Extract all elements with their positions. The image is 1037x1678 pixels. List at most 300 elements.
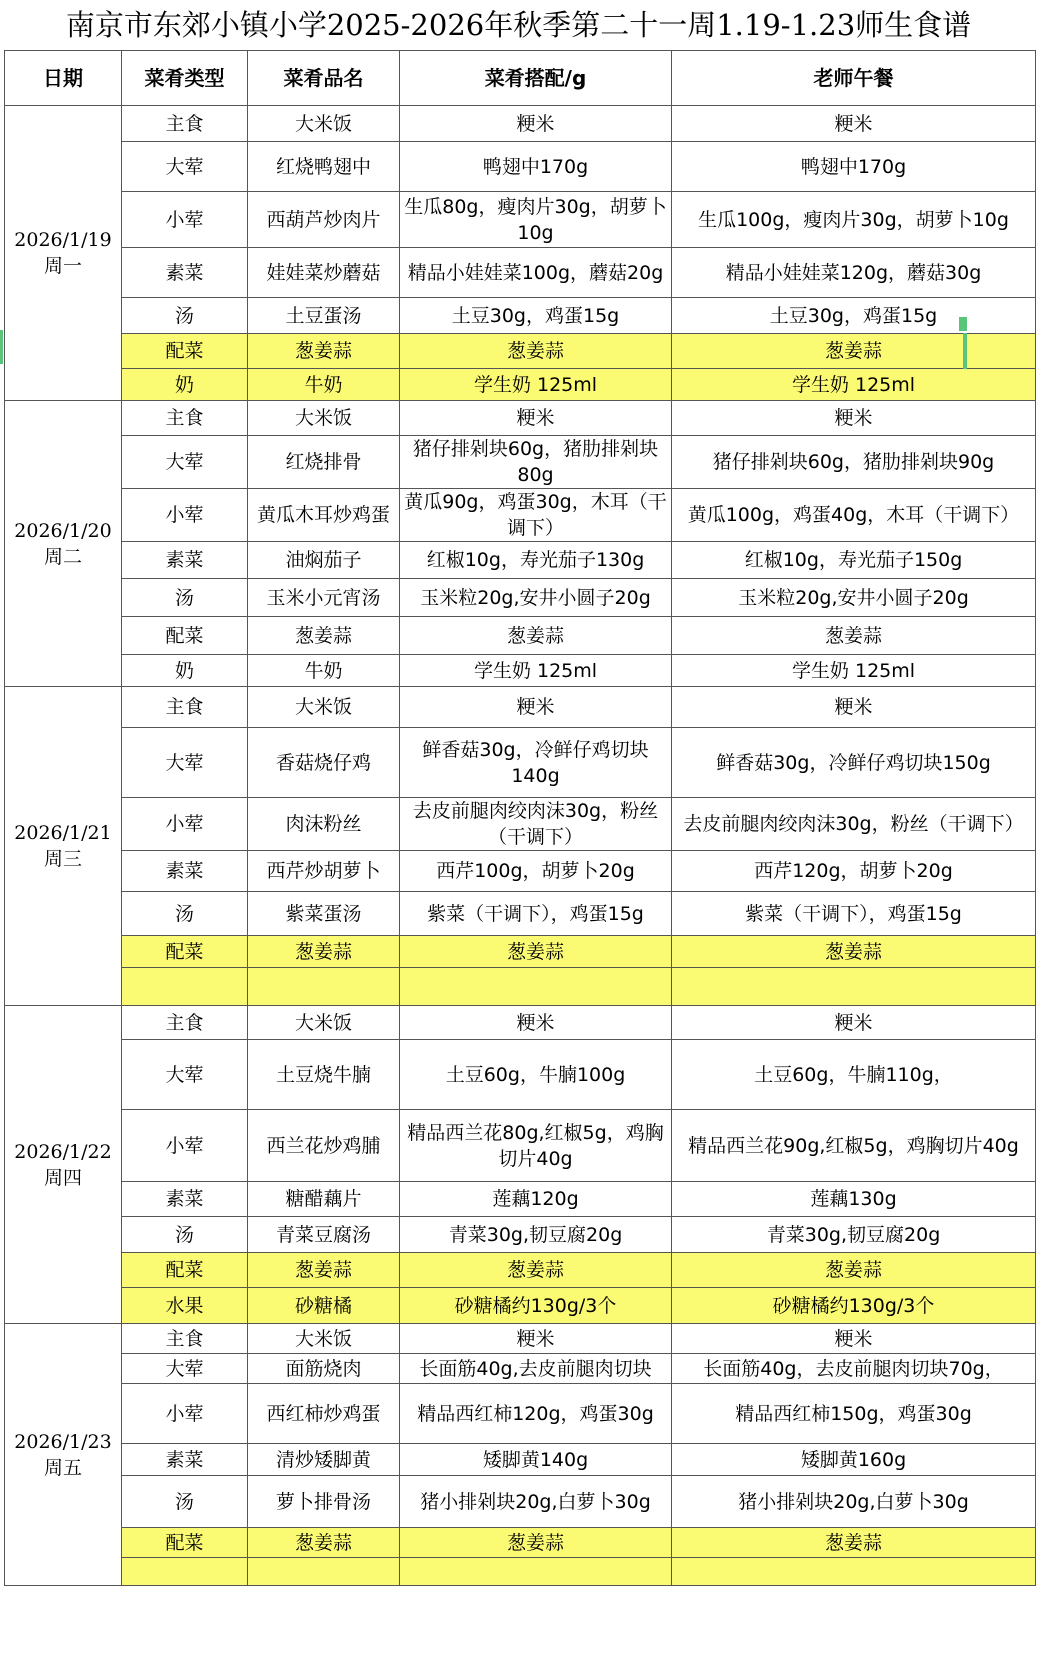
student-portion-text: 鸭翅中170g: [482, 155, 589, 178]
dish-type-text: 小荤: [165, 1134, 204, 1157]
dish-name-text: 清炒矮脚黄: [275, 1448, 371, 1471]
teacher-lunch-cell: [672, 1040, 1036, 1110]
dish-type-text: 小荤: [165, 504, 204, 526]
dish-type-cell: [122, 936, 248, 968]
date-cell: 2026/1/19 周一: [5, 106, 122, 401]
teacher-lunch-text: 青菜30g,韧豆腐20g: [766, 1223, 941, 1246]
student-portion-text: 黄瓜90g，鸡蛋30g，木耳（干调下）: [404, 491, 667, 539]
dish-name-cell: [248, 851, 400, 892]
dish-name-text: 土豆烧牛腩: [275, 1063, 371, 1086]
student-portion-text: 葱姜蒜: [506, 940, 564, 963]
student-portion-text: 粳米: [516, 1011, 555, 1034]
date-cell: 2026/1/22 周四: [5, 1006, 122, 1324]
date-cell: 2026/1/20 周二: [5, 401, 122, 687]
dish-type-text: 配菜: [165, 1259, 204, 1281]
teacher-lunch-cell: [672, 968, 1036, 1006]
dish-name-cell: [248, 1476, 400, 1528]
student-portion-text: 葱姜蒜: [506, 340, 564, 362]
dish-type-cell: [122, 1288, 248, 1324]
student-portion-text: 学生奶 125ml: [473, 659, 598, 682]
teacher-lunch-cell: [672, 369, 1036, 401]
dish-type-cell: [122, 798, 248, 851]
dish-name-text: 葱姜蒜: [294, 1531, 352, 1554]
dish-name-cell: [248, 106, 400, 142]
teacher-lunch-text: 紫菜（干调下），鸡蛋15g: [745, 902, 962, 925]
header-row: [5, 51, 1036, 106]
date-cell: 2026/1/21 周三: [5, 687, 122, 1006]
dish-type-cell: [122, 1324, 248, 1354]
dish-name-text: 牛奶: [304, 373, 343, 396]
student-portion-cell: [400, 1384, 672, 1444]
student-portion-cell: [400, 248, 672, 298]
student-portion-text: 土豆60g，牛腩100g: [445, 1063, 626, 1086]
dish-name-cell: [248, 687, 400, 728]
menu-row: [5, 142, 1036, 192]
dish-type-text: 水果: [165, 1294, 204, 1317]
dish-type-cell: [122, 687, 248, 728]
student-portion-text: 精品西红柿120g，鸡蛋30g: [417, 1402, 654, 1425]
dish-name-cell: [248, 936, 400, 968]
student-portion-text: 红椒10g，寿光茄子130g: [426, 549, 645, 571]
teacher-lunch-cell: [672, 1006, 1036, 1040]
dish-name-cell: [248, 1217, 400, 1253]
dish-type-text: 素菜: [165, 549, 204, 571]
teacher-lunch-text: 西芹120g，胡萝卜20g: [754, 860, 953, 882]
dish-name-text: 大米饭: [294, 1011, 352, 1034]
dish-type-cell: [122, 248, 248, 298]
student-portion-text: 精品西兰花80g,红椒5g，鸡胸切片40g: [407, 1121, 664, 1170]
student-portion-cell: [400, 851, 672, 892]
student-portion-cell: [400, 401, 672, 436]
menu-row: [5, 968, 1036, 1006]
teacher-lunch-text: 鸭翅中170g: [800, 155, 907, 178]
dish-name-cell: [248, 892, 400, 936]
menu-row: [5, 1444, 1036, 1476]
student-portion-cell: [400, 1476, 672, 1528]
dish-type-text: 主食: [165, 112, 204, 135]
header-teacher-lunch: 老师午餐: [672, 51, 1036, 106]
dish-name-cell: [248, 542, 400, 579]
student-portion-cell: [400, 1288, 672, 1324]
student-portion-cell: [400, 436, 672, 489]
dish-name-cell: [248, 1444, 400, 1476]
teacher-lunch-cell: [672, 1253, 1036, 1288]
dish-name-text: 葱姜蒜: [294, 1259, 352, 1281]
dish-name-text: 大米饭: [294, 1327, 352, 1350]
teacher-lunch-cell: [672, 489, 1036, 542]
teacher-lunch-cell: [672, 655, 1036, 687]
student-portion-cell: [400, 369, 672, 401]
student-portion-cell: [400, 1006, 672, 1040]
student-portion-cell: [400, 1217, 672, 1253]
dish-type-text: 配菜: [165, 340, 204, 362]
teacher-lunch-cell: [672, 248, 1036, 298]
student-portion-cell: [400, 1528, 672, 1558]
dish-type-text: 素菜: [165, 1188, 204, 1210]
student-portion-text: 青菜30g,韧豆腐20g: [448, 1223, 623, 1246]
teacher-lunch-cell: [672, 1110, 1036, 1182]
student-portion-cell: [400, 1110, 672, 1182]
menu-row: [5, 892, 1036, 936]
student-portion-text: 莲藕120g: [492, 1188, 579, 1210]
dish-name-cell: [248, 401, 400, 436]
student-portion-cell: [400, 1182, 672, 1217]
menu-row: [5, 436, 1036, 489]
menu-table: [4, 50, 1036, 1586]
dish-type-text: 配菜: [165, 940, 204, 963]
dish-name-cell: [248, 1253, 400, 1288]
dish-type-cell: [122, 401, 248, 436]
dish-type-cell: [122, 369, 248, 401]
dish-name-cell: [248, 1288, 400, 1324]
teacher-lunch-text: 猪仔排剁块60g，猪肋排剁块90g: [712, 451, 995, 473]
dish-type-text: 素菜: [165, 261, 204, 284]
teacher-lunch-text: 葱姜蒜: [824, 624, 882, 647]
dish-name-cell: [248, 436, 400, 489]
menu-row: [5, 936, 1036, 968]
student-portion-text: 紫菜（干调下），鸡蛋15g: [427, 902, 644, 925]
student-portion-cell: [400, 192, 672, 248]
dish-name-text: 大米饭: [294, 112, 352, 135]
teacher-lunch-text: 黄瓜100g，鸡蛋40g，木耳（干调下）: [687, 504, 1020, 526]
dish-name-cell: [248, 489, 400, 542]
teacher-lunch-cell: [672, 1384, 1036, 1444]
dish-name-text: 玉米小元宵汤: [266, 586, 381, 609]
dish-type-cell: [122, 192, 248, 248]
teacher-lunch-text: 精品西兰花90g,红椒5g，鸡胸切片40g: [688, 1134, 1019, 1157]
dish-type-text: 配菜: [165, 1531, 204, 1554]
teacher-lunch-text: 矮脚黄160g: [800, 1448, 907, 1471]
dish-type-cell: [122, 892, 248, 936]
menu-row: [5, 369, 1036, 401]
student-portion-cell: [400, 106, 672, 142]
dish-name-cell: [248, 334, 400, 369]
dish-name-text: 娃娃菜炒蘑菇: [266, 261, 381, 284]
dish-type-cell: [122, 1006, 248, 1040]
student-portion-text: 粳米: [516, 696, 555, 718]
dish-type-text: 汤: [174, 304, 194, 327]
teacher-lunch-text: 葱姜蒜: [824, 1259, 882, 1281]
dish-type-cell: [122, 142, 248, 192]
dish-type-text: 配菜: [165, 624, 204, 647]
teacher-lunch-cell: [672, 936, 1036, 968]
teacher-lunch-cell: [672, 334, 1036, 369]
dish-type-cell: [122, 1558, 248, 1586]
student-portion-cell: [400, 1040, 672, 1110]
dish-name-text: 黄瓜木耳炒鸡蛋: [256, 504, 390, 526]
selection-marker-bottom: [963, 333, 967, 369]
dish-name-cell: [248, 1558, 400, 1586]
dish-name-text: 土豆蛋汤: [285, 304, 362, 327]
dish-name-cell: [248, 1110, 400, 1182]
teacher-lunch-cell: [672, 106, 1036, 142]
date-cell: 2026/1/23 周五: [5, 1324, 122, 1586]
selection-marker-top: [959, 317, 967, 331]
teacher-lunch-cell: [672, 1324, 1036, 1354]
student-portion-cell: [400, 968, 672, 1006]
dish-name-cell: [248, 1354, 400, 1384]
dish-type-cell: [122, 436, 248, 489]
teacher-lunch-text: 玉米粒20g,安井小圆子20g: [738, 586, 969, 609]
dish-type-text: 主食: [165, 1011, 204, 1034]
student-portion-cell: [400, 334, 672, 369]
menu-row: [5, 1253, 1036, 1288]
dish-type-text: 素菜: [165, 1448, 204, 1471]
dish-name-cell: [248, 798, 400, 851]
teacher-lunch-cell: [672, 617, 1036, 655]
student-portion-text: 学生奶 125ml: [473, 373, 598, 396]
teacher-lunch-cell: [672, 892, 1036, 936]
teacher-lunch-cell: [672, 851, 1036, 892]
dish-name-cell: [248, 655, 400, 687]
dish-type-text: 大荤: [165, 751, 204, 774]
dish-name-cell: [248, 1182, 400, 1217]
dish-name-cell: [248, 1040, 400, 1110]
dish-type-cell: [122, 728, 248, 798]
dish-name-cell: [248, 1384, 400, 1444]
student-portion-cell: [400, 798, 672, 851]
student-portion-text: 粳米: [516, 1327, 555, 1350]
teacher-lunch-text: 红椒10g，寿光茄子150g: [744, 549, 963, 571]
dish-type-cell: [122, 1253, 248, 1288]
menu-row: [5, 579, 1036, 617]
student-portion-text: 砂糖橘约130g/3个: [454, 1294, 617, 1317]
student-portion-text: 去皮前腿肉绞肉沫30g，粉丝（干调下）: [412, 800, 659, 848]
teacher-lunch-cell: [672, 579, 1036, 617]
dish-type-cell: [122, 1444, 248, 1476]
dish-type-cell: [122, 968, 248, 1006]
teacher-lunch-text: 精品西红柿150g，鸡蛋30g: [735, 1402, 972, 1425]
teacher-lunch-text: 粳米: [834, 1327, 873, 1350]
menu-row: [5, 1476, 1036, 1528]
header-date: 日期: [5, 51, 122, 106]
dish-type-text: 素菜: [165, 860, 204, 882]
teacher-lunch-text: 精品小娃娃菜120g，蘑菇30g: [725, 261, 982, 284]
dish-type-cell: [122, 655, 248, 687]
header-dish-type: 菜肴类型: [122, 51, 248, 106]
teacher-lunch-cell: [672, 142, 1036, 192]
dish-name-text: 肉沫粉丝: [285, 813, 362, 835]
dish-name-text: 紫菜蛋汤: [285, 902, 362, 925]
student-portion-cell: [400, 1253, 672, 1288]
dish-type-cell: [122, 1354, 248, 1384]
menu-row: [5, 1110, 1036, 1182]
teacher-lunch-cell: [672, 1217, 1036, 1253]
teacher-lunch-text: 猪小排剁块20g,白萝卜30g: [738, 1490, 969, 1513]
menu-row: [5, 1182, 1036, 1217]
student-portion-cell: [400, 1444, 672, 1476]
menu-row: [5, 192, 1036, 248]
student-portion-text: 土豆30g，鸡蛋15g: [451, 304, 620, 327]
menu-row: [5, 489, 1036, 542]
menu-row: [5, 798, 1036, 851]
student-portion-text: 矮脚黄140g: [482, 1448, 589, 1471]
menu-row: [5, 542, 1036, 579]
teacher-lunch-cell: [672, 1182, 1036, 1217]
dish-name-text: 西兰花炒鸡脯: [266, 1134, 381, 1157]
teacher-lunch-cell: [672, 1558, 1036, 1586]
dish-type-cell: [122, 617, 248, 655]
teacher-lunch-text: 去皮前腿肉绞肉沫30g，粉丝（干调下）: [683, 813, 1024, 835]
student-portion-text: 玉米粒20g,安井小圆子20g: [420, 586, 651, 609]
menu-row: [5, 1324, 1036, 1354]
student-portion-cell: [400, 142, 672, 192]
teacher-lunch-cell: [672, 1528, 1036, 1558]
dish-name-cell: [248, 1324, 400, 1354]
dish-type-cell: [122, 1040, 248, 1110]
student-portion-cell: [400, 579, 672, 617]
student-portion-text: 葱姜蒜: [506, 1531, 564, 1554]
teacher-lunch-text: 粳米: [834, 1011, 873, 1034]
dish-name-cell: [248, 248, 400, 298]
dish-name-text: 青菜豆腐汤: [275, 1223, 371, 1246]
dish-name-text: 萝卜排骨汤: [275, 1490, 371, 1513]
dish-name-text: 西红柿炒鸡蛋: [266, 1402, 381, 1425]
dish-type-text: 奶: [174, 659, 194, 682]
dish-name-text: 油焖茄子: [285, 549, 362, 571]
dish-name-text: 红烧排骨: [285, 451, 362, 473]
dish-name-cell: [248, 1528, 400, 1558]
dish-name-text: 葱姜蒜: [294, 340, 352, 362]
teacher-lunch-text: 葱姜蒜: [824, 340, 882, 362]
student-portion-text: 精品小娃娃菜100g，蘑菇20g: [407, 261, 664, 284]
teacher-lunch-cell: [672, 728, 1036, 798]
student-portion-text: 葱姜蒜: [506, 624, 564, 647]
student-portion-cell: [400, 542, 672, 579]
teacher-lunch-text: 学生奶 125ml: [791, 659, 916, 682]
teacher-lunch-text: 长面筋40g，去皮前腿肉切块70g，: [703, 1357, 1004, 1380]
dish-name-cell: [248, 617, 400, 655]
dish-type-text: 主食: [165, 1327, 204, 1350]
dish-type-cell: [122, 1182, 248, 1217]
teacher-lunch-text: 粳米: [834, 696, 873, 718]
dish-type-text: 大荤: [165, 155, 204, 178]
dish-name-cell: [248, 968, 400, 1006]
menu-row: [5, 248, 1036, 298]
teacher-lunch-text: 粳米: [834, 407, 873, 429]
teacher-lunch-text: 粳米: [834, 112, 873, 135]
page-title: 南京市东郊小镇小学2025-2026年秋季第二十一周1.19-1.23师生食谱: [65, 8, 972, 42]
student-portion-cell: [400, 298, 672, 334]
student-portion-text: 生瓜80g，瘦肉片30g，胡萝卜10g: [404, 195, 667, 244]
dish-name-cell: [248, 728, 400, 798]
teacher-lunch-cell: [672, 298, 1036, 334]
dish-name-cell: [248, 298, 400, 334]
menu-row: [5, 687, 1036, 728]
student-portion-cell: [400, 655, 672, 687]
menu-row: [5, 1384, 1036, 1444]
dish-name-cell: [248, 142, 400, 192]
menu-row: [5, 728, 1036, 798]
dish-type-text: 奶: [174, 373, 194, 396]
dish-name-text: 西芹炒胡萝卜: [266, 860, 381, 882]
dish-type-cell: [122, 1110, 248, 1182]
dish-type-cell: [122, 334, 248, 369]
dish-name-text: 面筋烧肉: [285, 1357, 362, 1380]
menu-row: [5, 106, 1036, 142]
teacher-lunch-text: 莲藕130g: [810, 1188, 897, 1210]
dish-type-cell: [122, 489, 248, 542]
dish-name-text: 大米饭: [294, 407, 352, 429]
dish-name-text: 牛奶: [304, 659, 343, 682]
dish-type-text: 大荤: [165, 1357, 204, 1380]
dish-type-cell: [122, 1217, 248, 1253]
menu-row: [5, 298, 1036, 334]
dish-type-text: 汤: [174, 1223, 194, 1246]
student-portion-cell: [400, 1324, 672, 1354]
student-portion-cell: [400, 687, 672, 728]
dish-type-cell: [122, 1528, 248, 1558]
student-portion-text: 粳米: [516, 112, 555, 135]
menu-row: [5, 1217, 1036, 1253]
dish-name-text: 大米饭: [294, 696, 352, 718]
dish-name-text: 砂糖橘: [294, 1294, 352, 1317]
dish-name-cell: [248, 1006, 400, 1040]
header-student-portion: 菜肴搭配/g: [400, 51, 672, 106]
teacher-lunch-cell: [672, 1476, 1036, 1528]
dish-type-cell: [122, 106, 248, 142]
dish-type-text: 主食: [165, 696, 204, 718]
student-portion-text: 葱姜蒜: [506, 1259, 564, 1281]
menu-row: [5, 1354, 1036, 1384]
menu-row: [5, 334, 1036, 369]
dish-type-text: 小荤: [165, 1402, 204, 1425]
student-portion-cell: [400, 728, 672, 798]
teacher-lunch-text: 鲜香菇30g，冷鲜仔鸡切块150g: [716, 751, 991, 774]
dish-name-text: 红烧鸭翅中: [275, 155, 371, 178]
dish-name-text: 葱姜蒜: [294, 624, 352, 647]
dish-type-text: 小荤: [165, 813, 204, 835]
student-portion-cell: [400, 892, 672, 936]
dish-name-text: 糖醋藕片: [285, 1188, 362, 1210]
header-dish-name: 菜肴品名: [248, 51, 400, 106]
dish-type-text: 大荤: [165, 1063, 204, 1086]
row-marker-left: [0, 330, 3, 364]
teacher-lunch-text: 生瓜100g，瘦肉片30g，胡萝卜10g: [698, 208, 1009, 231]
menu-row: [5, 1006, 1036, 1040]
menu-row: [5, 655, 1036, 687]
student-portion-text: 长面筋40g,去皮前腿肉切块: [419, 1357, 652, 1380]
dish-type-text: 主食: [165, 407, 204, 429]
teacher-lunch-cell: [672, 1354, 1036, 1384]
dish-type-cell: [122, 298, 248, 334]
teacher-lunch-text: 葱姜蒜: [824, 1531, 882, 1554]
dish-name-text: 香菇烧仔鸡: [275, 751, 371, 774]
dish-type-cell: [122, 542, 248, 579]
teacher-lunch-cell: [672, 687, 1036, 728]
dish-name-cell: [248, 369, 400, 401]
menu-row: [5, 1040, 1036, 1110]
student-portion-cell: [400, 1354, 672, 1384]
teacher-lunch-cell: [672, 542, 1036, 579]
menu-row: [5, 401, 1036, 436]
student-portion-text: 鲜香菇30g，冷鲜仔鸡切块140g: [422, 738, 649, 787]
student-portion-text: 猪仔排剁块60g，猪肋排剁块80g: [412, 438, 659, 486]
dish-type-text: 汤: [174, 1490, 194, 1513]
dish-type-cell: [122, 1476, 248, 1528]
teacher-lunch-text: 砂糖橘约130g/3个: [772, 1294, 935, 1317]
teacher-lunch-text: 葱姜蒜: [824, 940, 882, 963]
teacher-lunch-cell: [672, 436, 1036, 489]
menu-row: [5, 617, 1036, 655]
teacher-lunch-cell: [672, 798, 1036, 851]
dish-type-text: 小荤: [165, 208, 204, 231]
student-portion-text: 猪小排剁块20g,白萝卜30g: [420, 1490, 651, 1513]
teacher-lunch-cell: [672, 1444, 1036, 1476]
teacher-lunch-text: 土豆30g，鸡蛋15g: [769, 304, 938, 327]
dish-type-text: 大荤: [165, 451, 204, 473]
dish-type-text: 汤: [174, 902, 194, 925]
